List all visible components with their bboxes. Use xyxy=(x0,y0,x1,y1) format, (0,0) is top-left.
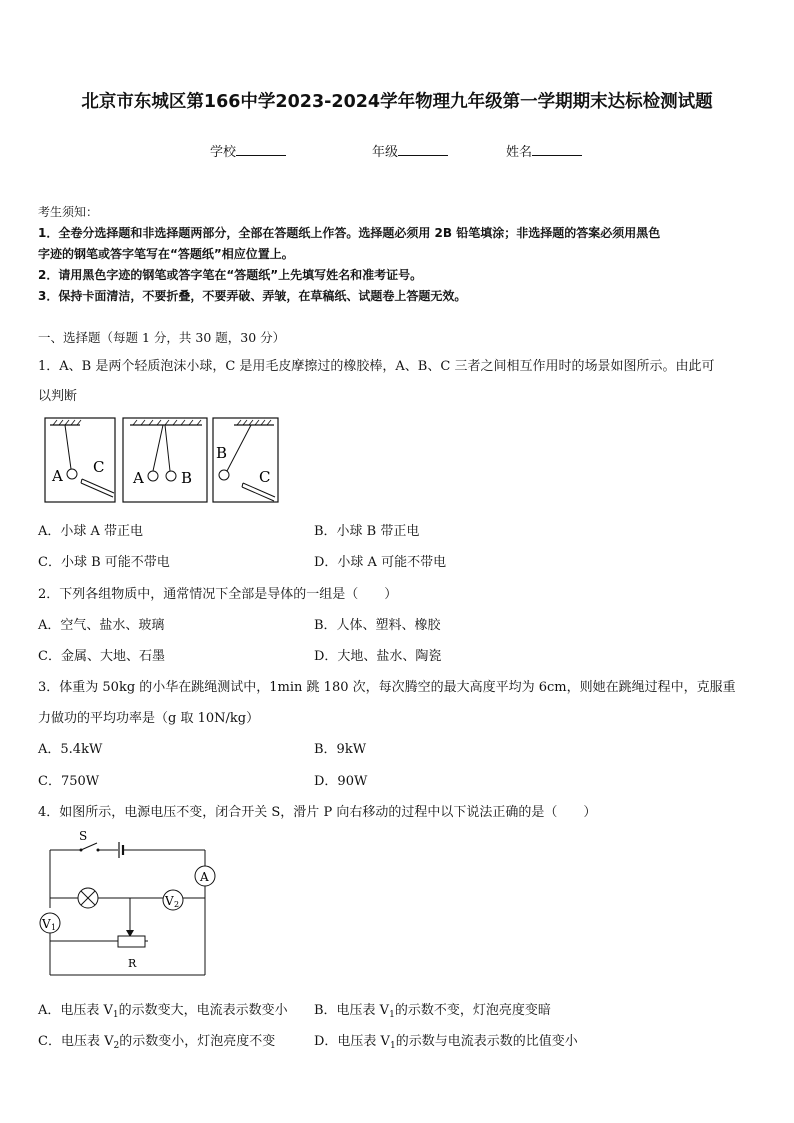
q4-option-d[interactable]: D．电压表 $V_1$的示数与电流表示数的比值变小 xyxy=(314,1034,578,1051)
notice-item-1a: 1．全卷分选择题和非选择题两部分，全部在答题纸上作答。选择题必须用 2B 铅笔填涂；非选择题的答案必须用黑色 xyxy=(38,226,661,240)
q1-option-c[interactable]: C．小球 B 可能不带电 xyxy=(38,555,170,570)
notice-heading: 考生须知： xyxy=(38,205,99,219)
v1-subscript: 1 xyxy=(51,923,57,932)
rheostat-label: R xyxy=(128,957,137,970)
q2-option-b[interactable]: B．人体、塑料、橡胶 xyxy=(314,618,441,633)
notice-item-3: 3．保持卡面清洁，不要折叠，不要弄破、弄皱，在草稿纸、试题卷上答题无效。 xyxy=(38,289,467,303)
q1-option-d[interactable]: D．小球 A 可能不带电 xyxy=(314,555,447,570)
ball-b xyxy=(166,471,176,481)
ball-b xyxy=(219,470,229,480)
q4-option-b[interactable]: B．电压表 $V_1$的示数不变，灯泡亮度变暗 xyxy=(314,1003,551,1020)
q3-option-b[interactable]: B．9kW xyxy=(314,742,367,757)
q3-option-c[interactable]: C．750W xyxy=(38,774,100,789)
ball-a xyxy=(67,469,77,479)
q4-option-c[interactable]: C．电压表 $V_2$的示数变小，灯泡亮度不变 xyxy=(38,1034,276,1051)
label-c: C xyxy=(93,458,105,476)
page-title: 北京市东城区第166中学2023-2024学年物理九年级第一学期期末达标检测试题 xyxy=(81,92,713,112)
name-field xyxy=(506,141,582,160)
school-label: 学校 xyxy=(210,145,237,160)
q1-figure xyxy=(44,417,280,505)
q2-option-a[interactable]: A．空气、盐水、玻璃 xyxy=(38,618,165,633)
switch-label: S xyxy=(79,829,88,843)
q3-option-d[interactable]: D．90W xyxy=(314,774,368,789)
name-label: 姓名 xyxy=(506,145,533,160)
label-b: B xyxy=(181,469,193,487)
q3-stem-a: 3．体重为 50kg 的小华在跳绳测试中，1min 跳 180 次，每次腾空的最大高度平均为 6cm，则她在跳绳过程中，克服重 xyxy=(38,680,736,695)
v1-label: V xyxy=(42,917,51,931)
q2-stem: 2．下列各组物质中，通常情况下全部是导体的一组是（ ） xyxy=(38,587,398,602)
q1-option-a[interactable]: A．小球 A 带正电 xyxy=(38,524,144,539)
school-field xyxy=(210,141,286,160)
v2-label: V xyxy=(165,894,174,908)
panel-frame xyxy=(123,418,207,502)
q4-stem: 4．如图所示，电源电压不变，闭合开关 S，滑片 P 向右移动的过程中以下说法正确的是（ ） xyxy=(38,805,597,820)
string xyxy=(65,425,71,469)
label-a: A xyxy=(133,469,144,487)
q3-option-a[interactable]: A．5.4kW xyxy=(38,742,103,757)
q2-option-d[interactable]: D．大地、盐水、陶瓷 xyxy=(314,649,442,664)
ammeter-label: A xyxy=(200,870,209,884)
q4-circuit-figure xyxy=(34,828,224,980)
ceiling-hatch xyxy=(53,420,81,425)
name-blank[interactable] xyxy=(532,143,582,156)
notice-item-1b: 字迹的钢笔或答字笔写在“答题纸”相应位置上。 xyxy=(38,247,294,261)
string xyxy=(153,425,163,471)
notice-item-2: 2．请用黑色字迹的钢笔或答字笔在“答题纸”上先填写姓名和准考证号。 xyxy=(38,268,423,282)
v2-subscript: 2 xyxy=(174,900,180,909)
q1-stem-b: 以判断 xyxy=(38,389,78,404)
string xyxy=(165,425,170,471)
grade-field xyxy=(372,141,448,160)
q3-stem-b: 力做功的平均功率是（g 取 10N/kg） xyxy=(38,711,260,726)
panel-frame xyxy=(45,418,115,502)
school-blank[interactable] xyxy=(236,143,286,156)
q1-stem-a: 1．A、B 是两个轻质泡沫小球，C 是用毛皮摩擦过的橡胶棒，A、B、C 三者之间相互作用时的场景如图所示。由此可 xyxy=(38,359,715,374)
grade-blank[interactable] xyxy=(398,143,448,156)
grade-label: 年级 xyxy=(372,145,399,160)
q4-option-a[interactable]: A．电压表 $V_1$的示数变大，电流表示数变小 xyxy=(38,1003,288,1020)
rheostat-r xyxy=(118,936,145,947)
q1-option-b[interactable]: B．小球 B 带正电 xyxy=(314,524,420,539)
section-heading: 一、选择题（每题 1 分，共 30 题，30 分） xyxy=(38,330,286,345)
ceiling-hatch xyxy=(237,420,271,425)
label-c: C xyxy=(259,468,271,486)
ceiling-hatch xyxy=(133,420,201,425)
string xyxy=(227,425,251,471)
label-b: B xyxy=(216,444,228,462)
label-a: A xyxy=(52,467,63,485)
switch-s[interactable] xyxy=(81,843,97,850)
q2-option-c[interactable]: C．金属、大地、石墨 xyxy=(38,649,165,664)
ball-a xyxy=(148,471,158,481)
